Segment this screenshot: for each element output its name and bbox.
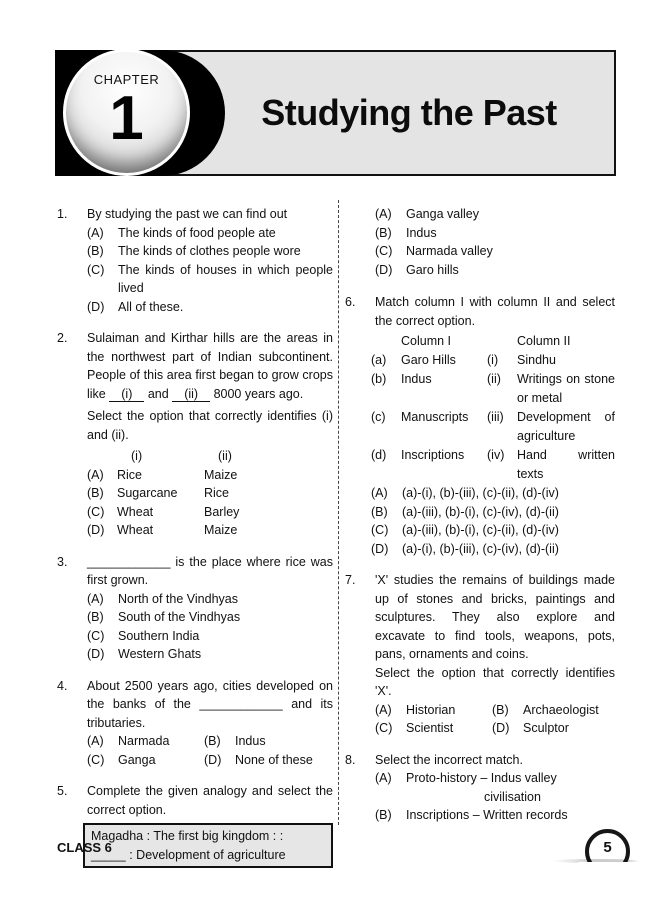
option-col2: Rice (204, 486, 230, 500)
chapter-banner (55, 50, 616, 176)
question-text: About 2500 years ago, cities developed on the banks of the ____________ and its tributaries. (87, 678, 333, 730)
question-1 (57, 205, 333, 316)
option (87, 521, 333, 540)
option (87, 224, 333, 243)
chapter-number: 1 (109, 84, 144, 153)
col1-value: Indus (401, 372, 432, 386)
page-badge-cut (578, 862, 638, 878)
question-text: Sulaiman and Kirthar hills are the areas in the northwest part of Indian subcontinent. People of this area first began to grow crops like (i) and (ii) 8000 years ago. (87, 331, 333, 401)
option-text: Narmada (118, 734, 170, 748)
option-label: (C) (87, 504, 105, 519)
option-label: (B) (204, 734, 221, 748)
option-text: Narmada valley (406, 244, 493, 258)
option-col1: Sugarcane (117, 486, 178, 500)
row-label: (c) (371, 410, 386, 424)
option (371, 540, 615, 559)
question-6-options (371, 484, 615, 558)
option-text: Sculptor (523, 721, 569, 735)
question-5 (57, 782, 333, 868)
question-2 (57, 329, 333, 540)
option-text: Scientist (406, 721, 454, 735)
option (87, 298, 333, 317)
pair-column-headers (87, 447, 333, 466)
right-column (345, 205, 615, 838)
option-label: (C) (87, 752, 105, 767)
option-text: Proto-history – Indus valley (406, 771, 557, 785)
option (87, 242, 333, 261)
option-col2: Maize (204, 467, 238, 482)
option-label: (B) (87, 610, 104, 624)
option-label: (D) (371, 541, 389, 556)
option-label: (A) (375, 207, 392, 221)
option-text: Historian (406, 702, 456, 717)
table-row (371, 408, 615, 445)
option-row (87, 732, 333, 751)
question-text: By studying the past we can find out (87, 207, 288, 221)
option-text: Indus (235, 734, 266, 748)
question-number: 5. (57, 784, 68, 798)
option-text: The kinds of houses in which people lived (118, 262, 333, 295)
option-col1: Rice (117, 467, 143, 482)
col2-value: Hand written texts (517, 448, 615, 481)
col1-value: Manuscripts (401, 410, 469, 424)
col2-value: Sindhu (517, 352, 556, 367)
option-label: (A) (87, 467, 104, 482)
option-text: Ganga (118, 752, 156, 767)
option (371, 503, 615, 522)
table-row (371, 370, 615, 407)
option-text: Inscriptions – Written records (406, 808, 568, 822)
option (371, 484, 615, 503)
page-number: 5 (603, 839, 612, 856)
option (87, 261, 333, 298)
question-number: 8. (345, 752, 356, 767)
option-row (87, 751, 333, 770)
option-text: (a)-(i), (b)-(iii), (c)-(ii), (d)-(iv) (402, 486, 559, 500)
match-table (371, 332, 615, 483)
option-label: (C) (375, 244, 393, 258)
option-label: (A) (371, 486, 388, 500)
option-label: (B) (371, 504, 388, 519)
row-label: (a) (371, 352, 387, 367)
option-label: (B) (375, 808, 392, 822)
row-label: (d) (371, 448, 387, 462)
roman-label: (i) (487, 352, 499, 367)
footer-class-label: CLASS 6 (57, 840, 112, 855)
column-header: (i) (131, 449, 143, 463)
option-label: (C) (87, 262, 105, 277)
roman-label: (iii) (487, 410, 504, 424)
chapter-badge (63, 49, 190, 176)
option-text: Archaeologist (523, 702, 599, 717)
question-text: 'X' studies the remains of buildings made up of stones and bricks, paintings and sculptures. They also explore and excavate to find tools, weapons, pots, pans, ornaments and coins. (375, 573, 615, 661)
question-instruction: Select the option that correctly identifies 'X'. (375, 665, 615, 698)
row-label: (b) (371, 372, 387, 386)
col2-value: Development of agriculture (517, 410, 615, 443)
col1-value: Inscriptions (401, 448, 465, 462)
option-text: Western Ghats (118, 647, 202, 661)
option (375, 261, 615, 280)
column-header: Column II (517, 334, 571, 348)
option-label: (B) (87, 486, 104, 500)
option-row (375, 719, 615, 738)
option-label: (A) (375, 702, 392, 717)
option-label: (D) (87, 299, 105, 314)
question-4 (57, 677, 333, 770)
analogy-box (83, 823, 333, 868)
question-number: 2. (57, 331, 68, 345)
option-col2: Barley (204, 504, 240, 519)
column-divider (338, 200, 339, 825)
option (87, 627, 333, 646)
option-text: South of the Vindhyas (118, 610, 241, 624)
question-number: 3. (57, 554, 68, 569)
option-label: (A) (87, 225, 104, 240)
option-text: Garo hills (406, 262, 459, 277)
option-label: (B) (87, 244, 104, 258)
option (87, 608, 333, 627)
roman-label: (iv) (487, 448, 505, 462)
option (375, 205, 615, 224)
option-label: (D) (204, 752, 222, 767)
option-text: All of these. (118, 299, 184, 314)
option (87, 503, 333, 522)
question-number: 1. (57, 207, 68, 221)
option-label: (B) (375, 225, 392, 240)
option (375, 769, 615, 806)
option-label: (D) (492, 721, 510, 735)
option-text: Ganga valley (406, 207, 479, 221)
option-label: (B) (492, 702, 509, 717)
question-instruction: Select the option that correctly identifies (i) and (ii). (87, 409, 333, 442)
option (87, 484, 333, 503)
roman-label: (ii) (487, 372, 501, 386)
question-number: 4. (57, 678, 68, 693)
option (87, 645, 333, 664)
option-col1: Wheat (117, 523, 154, 537)
option (375, 242, 615, 261)
question-text: Match column I with column II and select the correct option. (375, 295, 615, 328)
option-text: The kinds of food people ate (118, 225, 276, 240)
question-7 (345, 571, 615, 738)
option-row (375, 701, 615, 720)
col2-value: Writings on stone or metal (517, 372, 615, 405)
analogy-line-2: _____ : Development of agriculture (91, 847, 286, 862)
option-text: Indus (406, 225, 437, 240)
option (87, 590, 333, 609)
table-row (371, 446, 615, 483)
column-header: Column I (401, 334, 452, 348)
column-header: (ii) (218, 449, 232, 463)
analogy-line-1: Magadha : The first big kingdom : : (91, 829, 284, 843)
col1-value: Garo Hills (401, 352, 456, 367)
option-text: (a)-(iii), (b)-(i), (c)-(ii), (d)-(iv) (402, 523, 559, 537)
option-label: (D) (87, 647, 105, 661)
question-text: Complete the given analogy and select the correct option. (87, 784, 333, 817)
option-label: (A) (375, 771, 392, 785)
table-row (371, 351, 615, 370)
option (87, 466, 333, 485)
option-label: (C) (87, 628, 105, 643)
option-col1: Wheat (117, 504, 154, 519)
option (371, 521, 615, 540)
chapter-label: CHAPTER (93, 72, 160, 87)
option-label: (C) (375, 721, 393, 735)
question-8 (345, 751, 615, 825)
option-text: North of the Vindhyas (118, 591, 238, 606)
page-title: Studying the Past (261, 92, 557, 133)
option-text: Southern India (118, 628, 200, 643)
option (375, 224, 615, 243)
option-text: (a)-(iii), (b)-(i), (c)-(iv), (d)-(ii) (402, 504, 559, 519)
option-text: The kinds of clothes people wore (118, 244, 301, 258)
question-6 (345, 293, 615, 558)
blank-ii: (ii) (172, 387, 210, 402)
question-5-options (375, 205, 615, 279)
question-text: ____________ is the place where rice was first grown. (87, 554, 333, 587)
option-label: (C) (371, 523, 389, 537)
left-column (57, 205, 333, 881)
question-3 (57, 553, 333, 664)
option-text: (a)-(i), (b)-(iii), (c)-(iv), (d)-(ii) (402, 541, 559, 556)
option-text: None of these (235, 752, 313, 767)
question-number: 6. (345, 295, 356, 309)
option-label: (D) (375, 262, 393, 277)
option-label: (D) (87, 523, 105, 537)
option-label: (A) (87, 591, 104, 606)
option (375, 806, 615, 825)
option-col2: Maize (204, 523, 238, 537)
blank-i: (i) (109, 387, 144, 402)
option-text-line2: civilisation (484, 789, 541, 804)
question-number: 7. (345, 573, 356, 587)
option-label: (A) (87, 734, 104, 748)
question-text: Select the incorrect match. (375, 752, 523, 767)
match-table-headers (371, 332, 615, 351)
